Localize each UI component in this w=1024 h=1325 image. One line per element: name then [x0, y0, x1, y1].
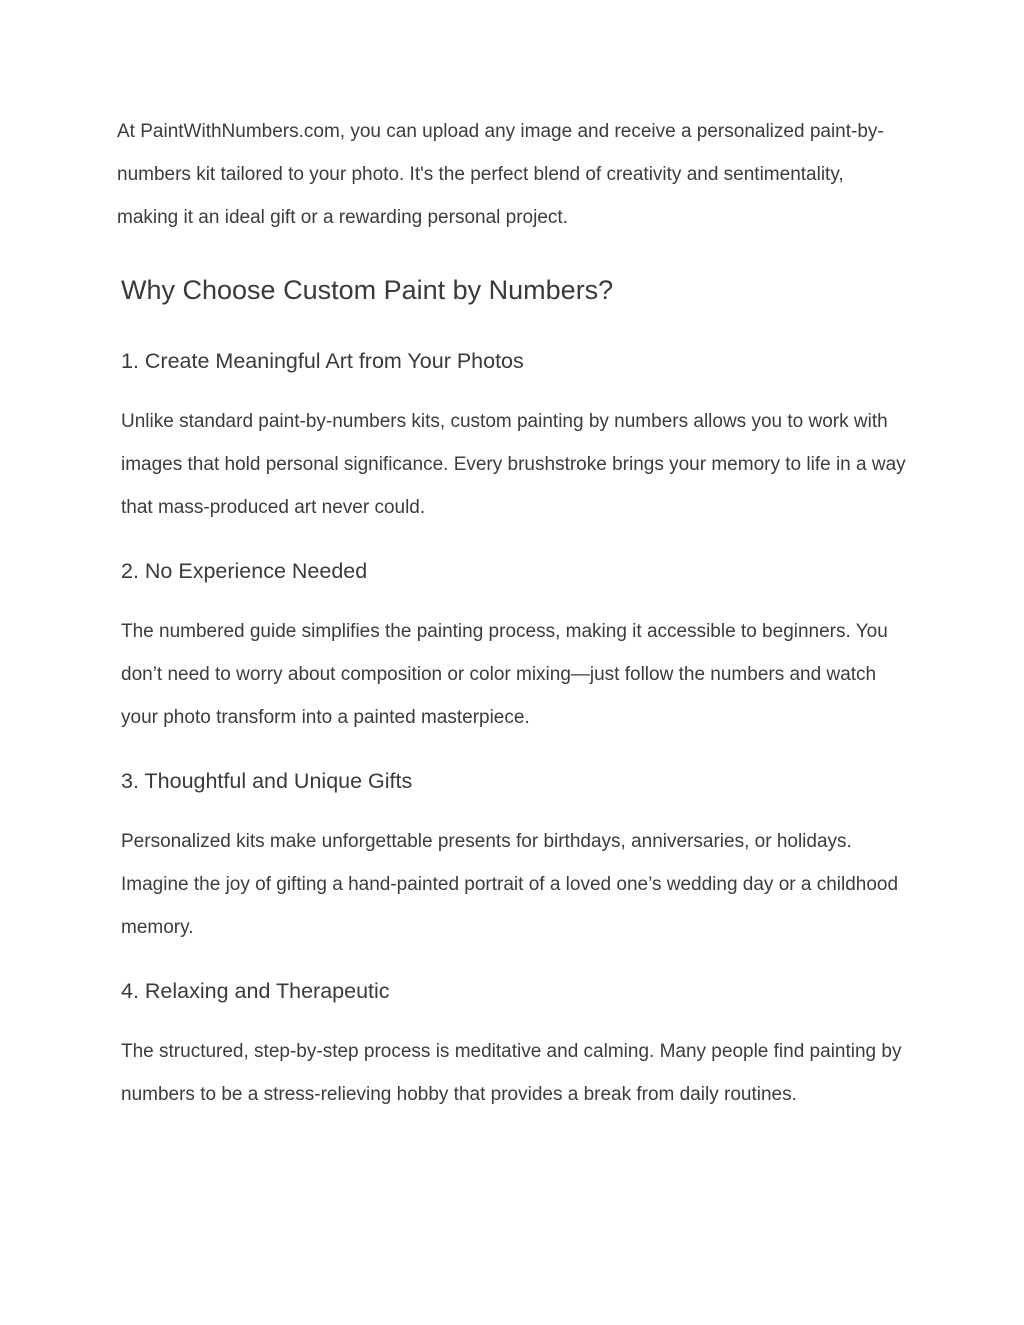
benefit-title: 1. Create Meaningful Art from Your Photos	[121, 349, 524, 373]
benefit-title: 2. No Experience Needed	[121, 559, 368, 583]
benefit-title: 4. Relaxing and Therapeutic	[121, 979, 390, 1003]
benefit-body: The numbered guide simplifies the painting process, making it accessible to beginners. You don’t need to worry about composition or color mixing—just follow the numbers and watch your photo transform into a painted masterpiece.	[121, 621, 888, 728]
benefit-body: The structured, step-by-step process is meditative and calming. Many people find painting by numbers to be a stress-relieving hobby that provides a break from daily routines.	[121, 1041, 902, 1105]
benefit-section-4	[121, 976, 911, 1116]
benefit-section-2	[121, 556, 911, 739]
benefit-body: Unlike standard paint-by-numbers kits, custom painting by numbers allows you to work with images that hold personal significance. Every brushstroke brings your memory to life in a way that mass-produced art never could.	[121, 411, 906, 518]
benefit-section-3	[121, 766, 911, 949]
benefit-section-1	[121, 346, 911, 529]
benefit-title: 3. Thoughtful and Unique Gifts	[121, 769, 413, 793]
intro-paragraph: At PaintWithNumbers.com, you can upload any image and receive a personalized paint-by-numbers kit tailored to your photo. It's the perfect blend of creativity and sentimentality, making it an ideal gift or a rewarding personal project.	[117, 121, 884, 228]
benefit-body: Personalized kits make unforgettable presents for birthdays, anniversaries, or holidays. Imagine the joy of gifting a hand-painted portrait of a loved one’s wedding day or a childhood memory.	[121, 831, 899, 938]
section-heading: Why Choose Custom Paint by Numbers?	[121, 275, 614, 305]
